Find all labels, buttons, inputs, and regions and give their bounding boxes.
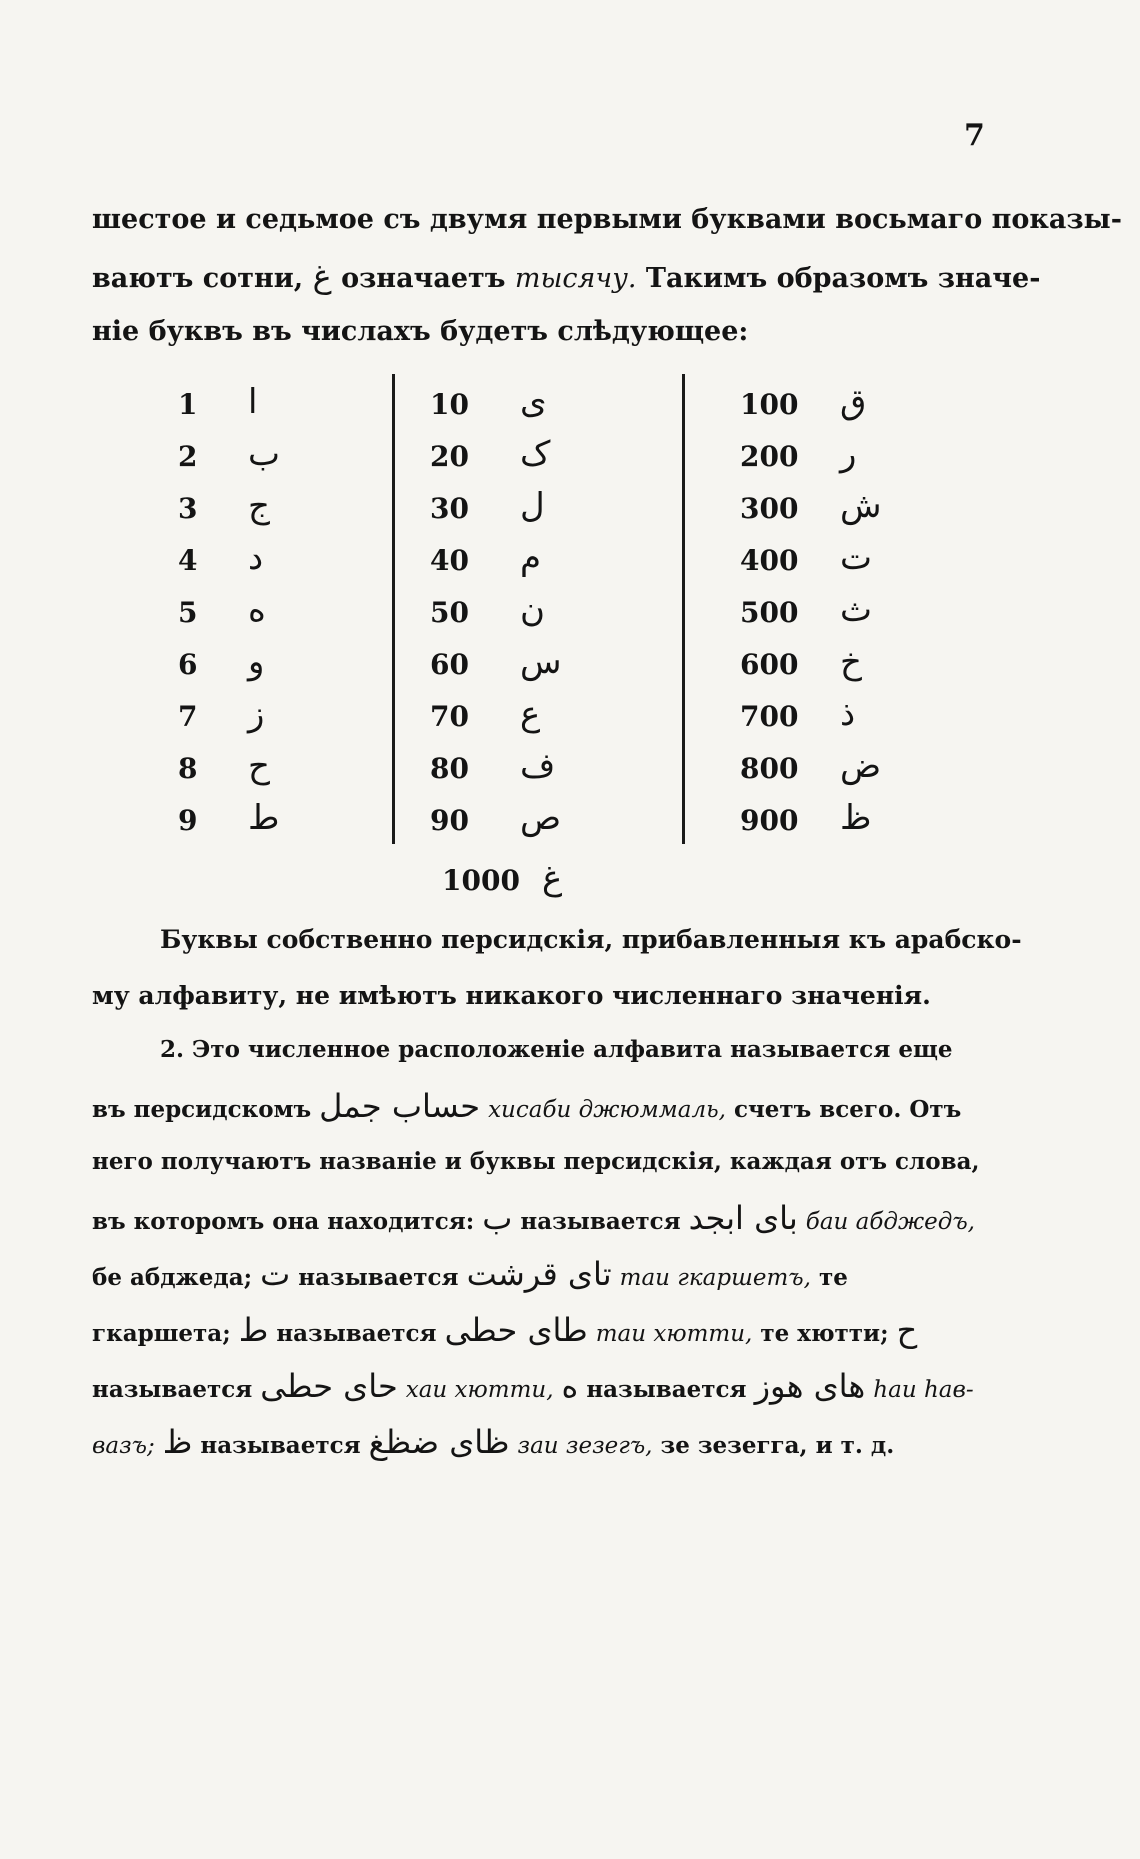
arabic-letter: ث (840, 590, 873, 630)
arabic-letter: غ (312, 257, 332, 295)
numeral-value: 10 (430, 388, 469, 421)
numeral-value: 30 (430, 492, 469, 525)
arabic-letter: ص (520, 798, 562, 838)
column-divider (682, 374, 685, 844)
numeral-value: 60 (430, 648, 469, 681)
section-2-paragraph (92, 1022, 992, 1470)
intro-line-2 (92, 248, 1041, 304)
arabic-letter: ض (840, 746, 882, 786)
arabic-phrase: تای قرشت (466, 1255, 612, 1293)
numeral-value: 8 (178, 752, 198, 785)
arabic-letter: ل (520, 486, 545, 526)
arabic-letter: ط (238, 1311, 269, 1349)
numeral-value: 2 (178, 440, 198, 473)
arabic-phrase: ظای ضظغ (368, 1423, 510, 1461)
italic-term: баи абджедъ, (805, 1209, 975, 1235)
numeral-value: 900 (740, 804, 799, 837)
numeral-value: 40 (430, 544, 469, 577)
arabic-letter: ر (840, 434, 857, 474)
arabic-letter: ب (248, 434, 281, 474)
paragraph-line (92, 1078, 992, 1134)
arabic-letter: ش (840, 486, 882, 526)
arabic-letter: ز (248, 694, 265, 734)
numeral-value: 1000 (442, 864, 520, 897)
numeral-value: 4 (178, 544, 198, 577)
arabic-letter: ه (561, 1367, 579, 1405)
arabic-letter: ى (520, 382, 547, 422)
body-text: те хютти; (760, 1320, 889, 1347)
italic-term: хисаби джюммаль, (488, 1097, 726, 1123)
arabic-letter: ه (248, 590, 266, 630)
body-text: зе зезегга, и т. д. (660, 1432, 895, 1459)
numeral-value: 800 (740, 752, 799, 785)
numeral-value: 400 (740, 544, 799, 577)
arabic-letter: ف (520, 746, 556, 786)
arabic-letter: و (248, 642, 265, 682)
column-divider (392, 374, 395, 844)
numeral-value: 80 (430, 752, 469, 785)
persian-letters-paragraph (92, 912, 1022, 1024)
italic-term: тысячу. (514, 263, 637, 294)
paragraph-line (92, 1414, 992, 1470)
paragraph-line: него получаютъ названіе и буквы персидскія, каждая отъ слова, (92, 1148, 980, 1175)
numeral-value: 300 (740, 492, 799, 525)
arabic-letter: ح (896, 1311, 918, 1349)
arabic-letter: ظ (840, 798, 872, 838)
body-text: счетъ всего. Отъ (733, 1096, 962, 1123)
paragraph-line: му алфавиту, не имѣютъ никакого численнаго значенія. (92, 981, 931, 1010)
arabic-letter: ن (520, 590, 545, 630)
paragraph-line (92, 1190, 992, 1246)
italic-term: заи зезегъ, (517, 1433, 653, 1459)
numeral-value: 700 (740, 700, 799, 733)
paragraph-line (92, 1302, 992, 1358)
arabic-letter: ظ (162, 1423, 193, 1461)
arabic-letter: ط (248, 798, 280, 838)
intro-line-1: шестое и седьмое съ двумя первыми буквами восьмаго показы- (92, 204, 1122, 235)
numeral-value: 200 (740, 440, 799, 473)
arabic-phrase: طای حطی (444, 1311, 588, 1349)
paragraph-line (92, 1246, 992, 1302)
arabic-phrase: حساب جمل (319, 1087, 481, 1125)
italic-term: таи хютти, (595, 1321, 753, 1347)
arabic-letter: م (520, 538, 542, 578)
italic-term: hau hав- (873, 1377, 974, 1403)
intro-text: означаетъ (341, 263, 506, 294)
numeral-value: 20 (430, 440, 469, 473)
arabic-phrase: بای ابجد (688, 1199, 798, 1237)
body-text: гкаршета; (92, 1320, 231, 1347)
body-text: называется (586, 1376, 747, 1403)
thousand-row (442, 856, 642, 908)
arabic-letter: ع (520, 694, 541, 734)
arabic-letter: ت (260, 1255, 291, 1293)
numeral-value: 9 (178, 804, 198, 837)
body-text: называется (520, 1208, 681, 1235)
body-text: бе абджеда; (92, 1264, 253, 1291)
arabic-letter: س (520, 642, 562, 682)
italic-term: вазъ; (92, 1433, 155, 1459)
arabic-letter: ح (248, 746, 270, 786)
italic-term: таи гкаршетъ, (619, 1265, 811, 1291)
paragraph-line: 2. Это численное расположеніе алфавита называется еще (160, 1036, 953, 1063)
arabic-letter: د (248, 538, 264, 578)
arabic-letter: غ (542, 858, 563, 898)
intro-text: ваютъ сотни, (92, 263, 304, 294)
arabic-letter: ق (840, 382, 867, 422)
numeral-value: 600 (740, 648, 799, 681)
arabic-letter: ذ (840, 694, 856, 734)
numeral-value: 1 (178, 388, 198, 421)
body-text: называется (298, 1264, 459, 1291)
numeral-value: 100 (740, 388, 799, 421)
arabic-letter: ب (482, 1199, 513, 1237)
body-text: называется (200, 1432, 361, 1459)
paragraph-line: Буквы собственно персидскія, прибавленныя къ арабско- (160, 925, 1022, 954)
italic-term: хаи хютти, (405, 1377, 554, 1403)
numeral-value: 7 (178, 700, 198, 733)
arabic-phrase: حای حطی (260, 1367, 398, 1405)
numeral-value: 90 (430, 804, 469, 837)
numeral-value: 6 (178, 648, 198, 681)
arabic-letter: خ (840, 642, 862, 682)
arabic-letter: ج (248, 486, 270, 526)
paragraph-line (92, 1358, 992, 1414)
numeral-value: 500 (740, 596, 799, 629)
numeral-value: 5 (178, 596, 198, 629)
intro-line-3: ніе буквъ въ числахъ будетъ слѣдующее: (92, 316, 749, 347)
body-text: называется (92, 1376, 253, 1403)
numeral-value: 70 (430, 700, 469, 733)
numeral-value: 3 (178, 492, 198, 525)
arabic-phrase: های هوز (754, 1367, 866, 1405)
page-number: 7 (964, 118, 985, 153)
intro-paragraph (92, 192, 1122, 360)
abjad-numeral-table (160, 380, 960, 940)
numeral-value: 50 (430, 596, 469, 629)
arabic-letter: ک (520, 434, 551, 474)
body-text: те (818, 1264, 848, 1291)
body-text: называется (276, 1320, 437, 1347)
body-text: въ которомъ она находится: (92, 1208, 475, 1235)
arabic-letter: ت (840, 538, 873, 578)
arabic-letter: ا (248, 382, 258, 422)
body-text: въ персидскомъ (92, 1096, 312, 1123)
intro-text: Такимъ образомъ значе- (645, 263, 1041, 294)
